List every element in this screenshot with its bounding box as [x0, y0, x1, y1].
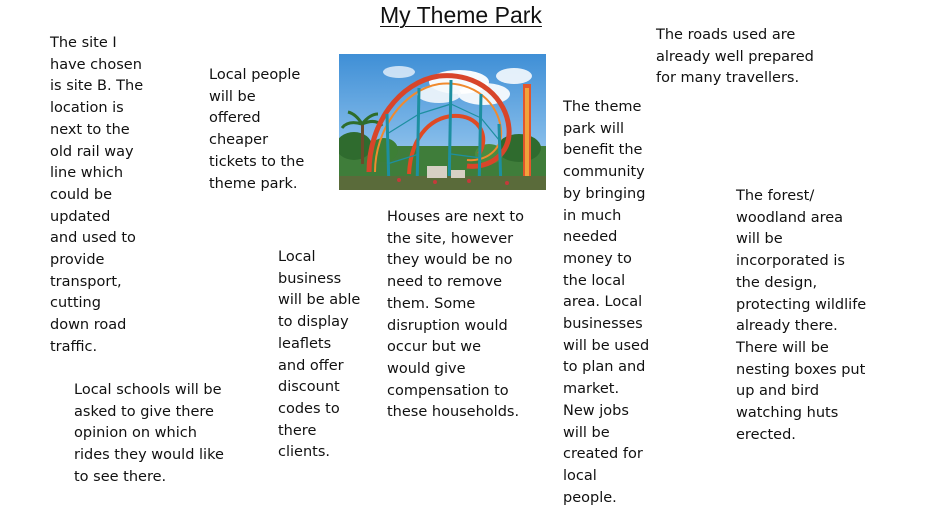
- community-text-box: The theme park will benefit the community by bringing in much needed money to the local area. Local businesses will be used to plan and market. New jobs will be created for local people.: [563, 99, 650, 506]
- schools-text-box: Local schools will be asked to give there opinion on which rides they would like to see there.: [74, 382, 224, 485]
- roller-coaster-photo: [339, 54, 546, 190]
- houses-text-box: Houses are next to the site, however they would be no need to remove them. Some disruption would occur but we would give compensation to these households.: [387, 209, 524, 421]
- site-text-box: The site I have chosen is site B. The location is next to the old rail way line which could be updated and used to provide transport, cutting down road traffic.: [50, 35, 144, 355]
- roads-text-box: The roads used are already well prepared for many travellers.: [656, 27, 814, 87]
- forest-text-box: The forest/ woodland area will be incorporated is the design, protecting wildlife already there. There will be nesting boxes put up and bird watching huts erected.: [736, 188, 867, 443]
- local-business-text-box: Local business will be able to display leaflets and offer discount codes to there clients.: [278, 249, 361, 461]
- local-people-text-box: Local people will be offered cheaper tickets to the theme park.: [209, 67, 305, 192]
- page-title: My Theme Park: [380, 2, 542, 28]
